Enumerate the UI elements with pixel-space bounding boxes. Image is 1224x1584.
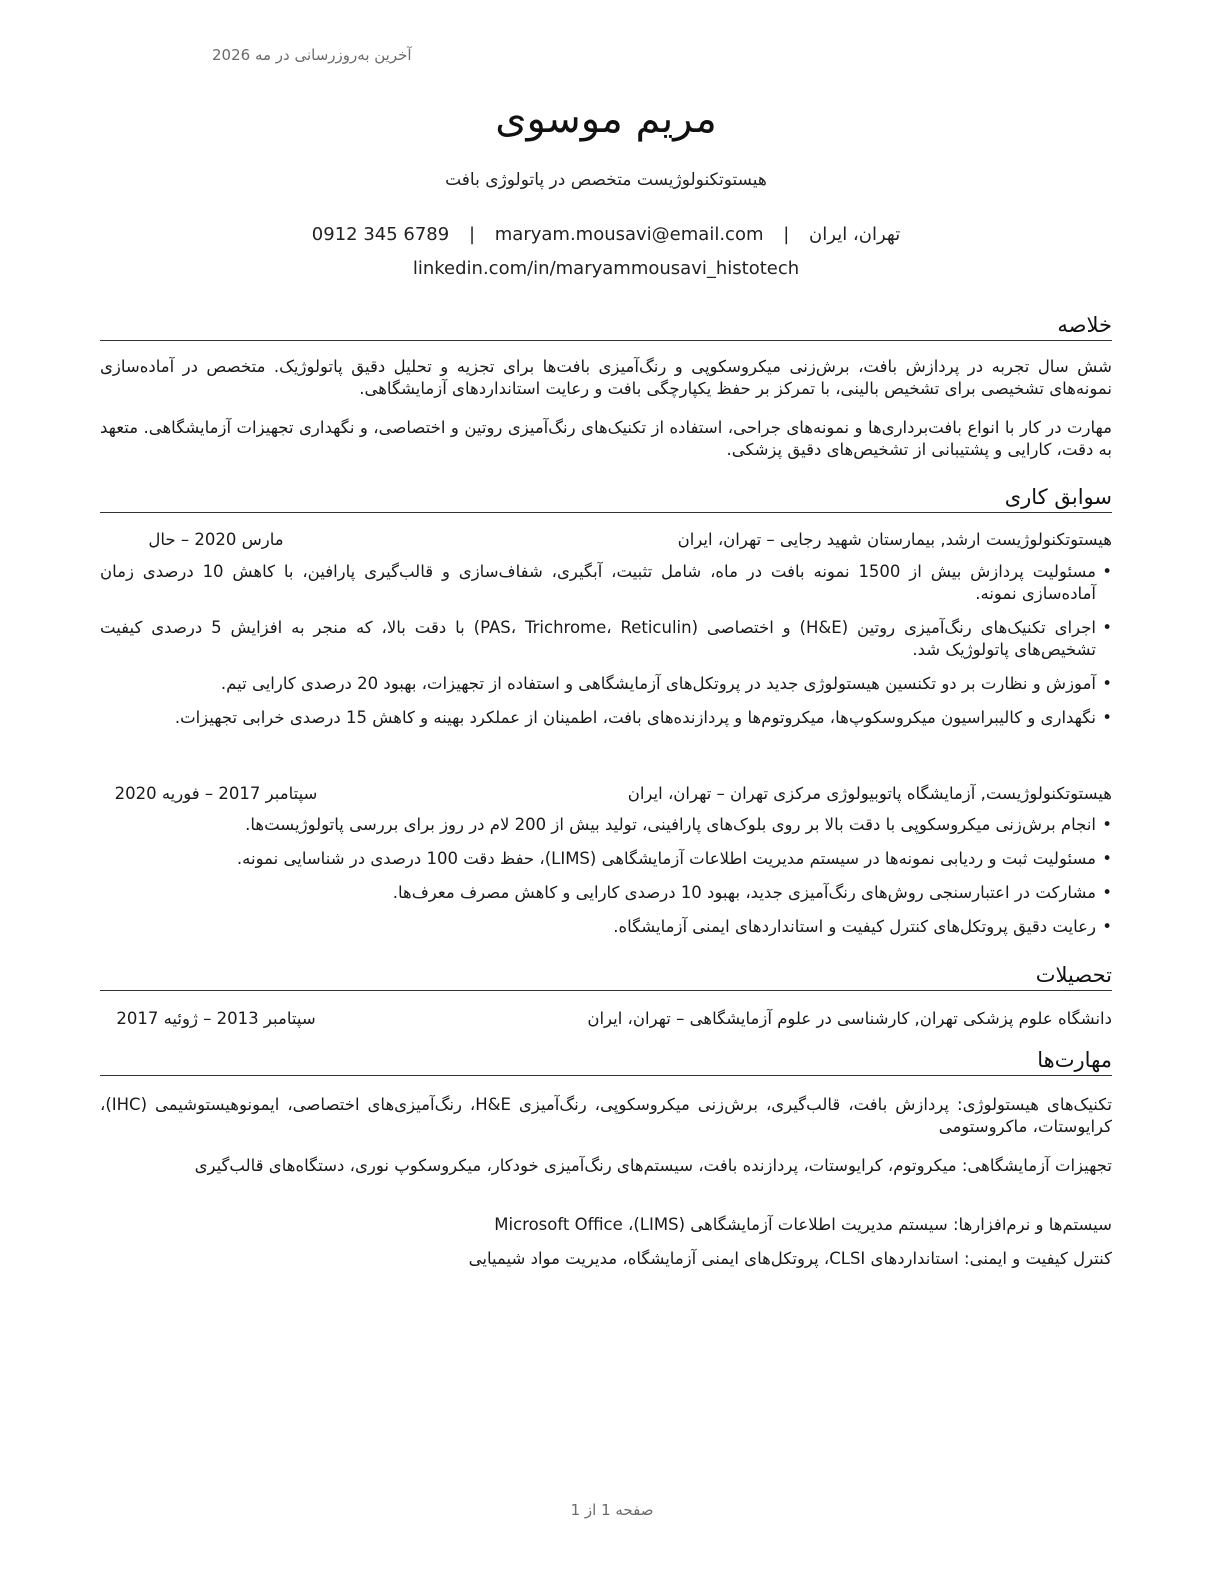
skill-line: تجهیزات آزمایشگاهی: میکروتوم، کرایوستات، پردازنده بافت، سیستم‌های رنگ‌آمیزی خودکار، میکروسکوپ نوری، دستگاه‌های قالب‌گیری: [194, 1156, 1112, 1175]
contact-line: [100, 224, 1112, 245]
job-bullet: • مسئولیت ثبت و ردیابی نمونه‌ها در سیستم مدیریت اطلاعات آزمایشگاهی (LIMS)، حفظ دقت 100 درصدی در شناسایی نمونه.: [100, 848, 1112, 870]
job-dates: سپتامبر 2017 – فوریه 2020: [114, 784, 318, 803]
last-updated-text: آخرین به‌روزرسانی در مه 2026: [212, 46, 412, 64]
summary-heading: خلاصه: [100, 311, 1112, 341]
candidate-title: هیستوتکنولوژیست متخصص در پاتولوژی بافت: [445, 170, 767, 190]
location-text: تهران، ایران: [809, 224, 901, 245]
experience-heading: سوابق کاری: [100, 483, 1112, 513]
education-dates: سپتامبر 2013 – ژوئیه 2017: [116, 1009, 316, 1028]
resume-page: [100, 0, 1112, 1584]
job-bullet: • انجام برش‌زنی میکروسکوپی با دقت بالا بر روی بلوک‌های پارافینی، تولید بیش از 200 لام در روز برای بررسی پاتولوژیست‌ها.: [100, 814, 1112, 836]
skill-line: سیستم‌ها و نرم‌افزارها: سیستم مدیریت اطلاعات آزمایشگاهی (LIMS)، Microsoft Office: [494, 1215, 1112, 1234]
job-role: هیستوتکنولوژیست, آزمایشگاه پاتوبیولوژی مرکزی تهران – تهران، ایران: [627, 784, 1112, 803]
candidate-name: مریم موسوی: [495, 96, 717, 142]
job-bullet: • نگهداری و کالیبراسیون میکروسکوپ‌ها، میکروتوم‌ها و پردازنده‌های بافت، اطمینان از عملکرد بهینه و کاهش 15 درصدی خرابی تجهیزات.: [100, 707, 1112, 729]
phone-text: 0912 345 6789: [311, 224, 450, 245]
skill-line: تکنیک‌های هیستولوژی: پردازش بافت، قالب‌گیری، برش‌زنی میکروسکوپی، رنگ‌آمیزی H&E، رنگ‌آمیزی‌های اختصاصی، ایمونوهیستوشیمی (IHC)، کرایوستات، ماکروستومی: [100, 1095, 1112, 1136]
summary-paragraph: مهارت در کار با انواع بافت‌برداری‌ها و نمونه‌های جراحی، استفاده از تکنیک‌های رنگ‌آمیزی روتین و اختصاصی، و نگهداری تجهیزات آزمایشگاهی. متعهد به دقت، کارایی و پشتیبانی از تشخیص‌های دقیق پزشکی.: [100, 418, 1112, 459]
job-dates: مارس 2020 – حال: [148, 530, 284, 549]
job-bullet: • رعایت دقیق پروتکل‌های کنترل کیفیت و استانداردهای ایمنی آزمایشگاه.: [100, 916, 1112, 938]
job-role: هیستوتکنولوژیست ارشد, بیمارستان شهید رجایی – تهران، ایران: [677, 530, 1112, 549]
job-bullet: • اجرای تکنیک‌های رنگ‌آمیزی روتین (H&E) و اختصاصی (PAS، Trichrome، Reticulin) با دقت بالا، که منجر به افزایش 5 درصدی کیفیت تشخیص‌های پاتولوژیک شد.: [100, 617, 1112, 661]
contact-separator: |: [783, 224, 790, 245]
job-bullet: • مشارکت در اعتبارسنجی روش‌های رنگ‌آمیزی جدید، بهبود 10 درصدی کارایی و کاهش مصرف معرف‌ها.: [100, 882, 1112, 904]
linkedin-link[interactable]: linkedin.com/in/maryammousavi_histotech: [412, 258, 800, 279]
summary-paragraph: شش سال تجربه در پردازش بافت، برش‌زنی میکروسکوپی و رنگ‌آمیزی بافت‌ها برای تجزیه و تحلیل دقیق پاتولوژیک. متخصص در آماده‌سازی نمونه‌های تشخیصی برای تشخیص بالینی، با تمرکز بر حفظ یکپارچگی بافت و رعایت استانداردهای آزمایشگاهی.: [100, 357, 1112, 398]
skills-heading: مهارت‌ها: [100, 1046, 1112, 1076]
job-bullet: • مسئولیت پردازش بیش از 1500 نمونه بافت در ماه، شامل تثبیت، آبگیری، شفاف‌سازی و قالب‌گیری پارافین، با کاهش 10 درصدی زمان آماده‌سازی نمونه.: [100, 561, 1112, 605]
education-heading: تحصیلات: [100, 961, 1112, 991]
page-number: صفحه 1 از 1: [570, 1501, 654, 1519]
job-bullet: • آموزش و نظارت بر دو تکنسین هیستولوژی جدید در پروتکل‌های آزمایشگاهی و استفاده از تجهیزات، بهبود 20 درصدی کارایی تیم.: [100, 673, 1112, 695]
contact-separator: |: [468, 224, 476, 245]
email-link[interactable]: maryam.mousavi@email.com: [494, 224, 764, 245]
skill-line: کنترل کیفیت و ایمنی: استانداردهای CLSI، پروتکل‌های ایمنی آزمایشگاه، مدیریت مواد شیمیایی: [468, 1249, 1112, 1268]
education-degree: دانشگاه علوم پزشکی تهران, کارشناسی در علوم آزمایشگاهی – تهران، ایران: [587, 1009, 1112, 1028]
